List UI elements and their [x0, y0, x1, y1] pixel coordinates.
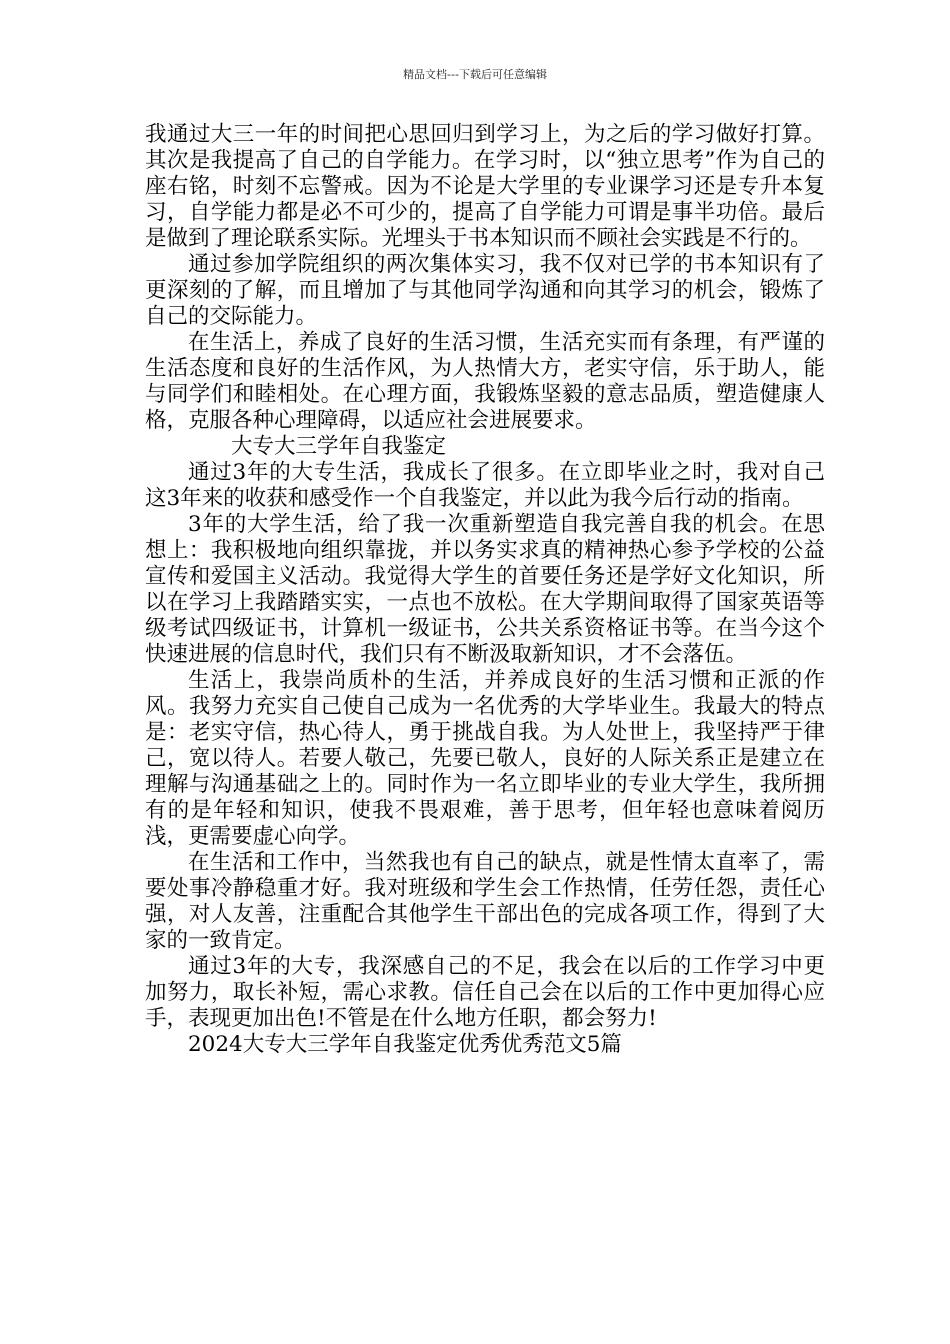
paragraph-thought: 3年的大学生活，给了我一次重新塑造自我完善自我的机会。在思想上：我积极地向组织靠拢，并以务实求真的精神热心参予学校的公益宣传和爱国主义活动。我觉得大学生的首要任务还是学好文化知识，所以在学习上我踏踏实实，一点也不放松。在大学期间取得了国家英语等级考试四级证书，计算机一级证书，公共关系资格证书等。在当今这个快速进展的信息时代，我们只有不断汲取新知识，才不会落伍。 — [145, 512, 825, 667]
document-body — [145, 122, 825, 1058]
paragraph-intro: 通过3年的大专生活，我成长了很多。在立即毕业之时，我对自己这3年来的收获和感受作一个自我鉴定，并以此为我今后行动的指南。 — [145, 460, 825, 511]
closing-title: 2024大专大三学年自我鉴定优秀优秀范文5篇 — [188, 1032, 622, 1057]
paragraph-shortcomings: 在生活和工作中，当然我也有自己的缺点，就是性情太直率了，需要处事冷静稳重才好。我对班级和学生会工作热情，任劳任怨，责任心强，对人友善，注重配合其他学生干部出色的完成各项工作，得到了大家的一致肯定。 — [145, 850, 825, 953]
paragraph-life: 在生活上，养成了良好的生活习惯，生活充实而有条理，有严谨的生活态度和良好的生活作风，为人热情大方，老实守信，乐于助人，能与同学们和睦相处。在心理方面，我锻炼坚毅的意志品质，塑造健康人格，克服各种心理障碍，以适应社会进展要求。 — [145, 330, 825, 433]
paragraph-study-continued: 我通过大三一年的时间把心思回归到学习上，为之后的学习做好打算。其次是我提高了自己的自学能力。在学习时，以“独立思考”作为自己的座右铭，时刻不忘警戒。因为不论是大学里的专业课学习还是专升本复习，自学能力都是必不可少的，提高了自学能力可谓是事半功倍。最后是做到了理论联系实际。光埋头于书本知识而不顾社会实践是不行的。 — [145, 122, 825, 251]
paragraph-conclusion: 通过3年的大专，我深感自己的不足，我会在以后的工作学习中更加努力，取长补短，需心求教。信任自己会在以后的工作中更加得心应手，表现更加出色!不管是在什么地方任职，都会努力! — [145, 954, 825, 1031]
section-title: 大专大三学年自我鉴定 — [231, 434, 447, 459]
paragraph-lifestyle: 生活上，我崇尚质朴的生活，并养成良好的生活习惯和正派的作风。我努力充实自己使自己成为一名优秀的大学毕业生。我最大的特点是：老实守信，热心待人，勇于挑战自我。为人处世上，我坚持严于律己，宽以待人。若要人敬己，先要已敬人，良好的人际关系正是建立在理解与沟通基础之上的。同时作为一名立即毕业的专业大学生，我所拥有的是年轻和知识，使我不畏艰难，善于思考，但年轻也意味着阅历浅，更需要虚心向学。 — [145, 668, 825, 849]
page-header: 精品文档---下载后可任意编辑 — [403, 68, 547, 81]
paragraph-internship: 通过参加学院组织的两次集体实习，我不仅对已学的书本知识有了更深刻的了解，而且增加了与其他同学沟通和向其学习的机会，锻炼了自己的交际能力。 — [145, 252, 825, 329]
